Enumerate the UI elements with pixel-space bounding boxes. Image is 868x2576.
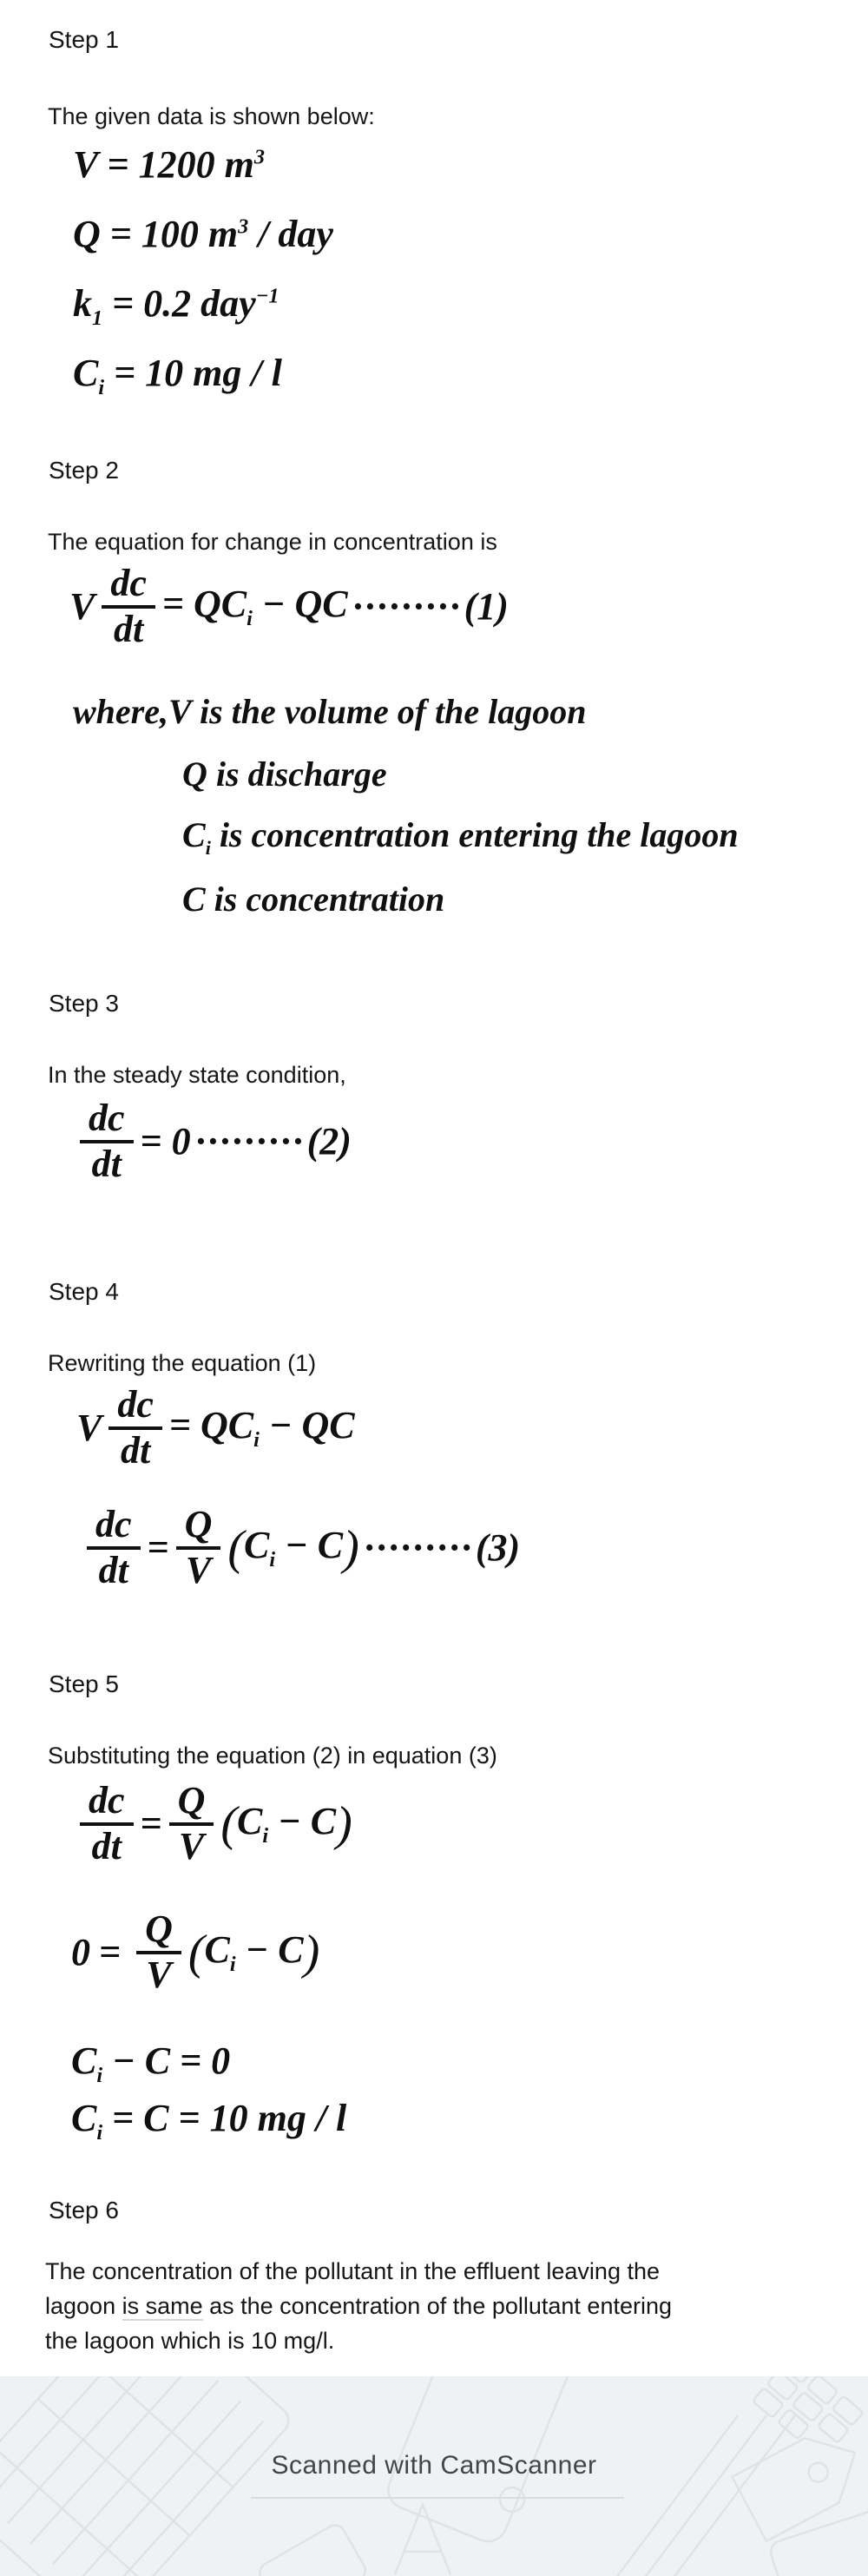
math-token: 0	[71, 1931, 90, 1974]
dotted-leader: ·········	[364, 1526, 474, 1570]
subscript: i	[253, 1428, 260, 1453]
math-token: m	[224, 143, 254, 186]
fraction-dc-dt	[80, 1779, 134, 1868]
math-token: / day	[248, 213, 333, 255]
fraction-numerator: dc	[80, 1782, 134, 1826]
step5-heading: Step 5	[49, 1670, 119, 1697]
equation-substitution-2	[71, 1907, 320, 1996]
math-token: = QC	[161, 583, 247, 626]
equals-sign: =	[99, 1931, 122, 1974]
subscript: i	[205, 837, 211, 859]
math-token: − C = 0	[102, 2039, 231, 2082]
fraction-q-v	[169, 1779, 214, 1868]
subscript: i	[96, 2063, 103, 2087]
fraction-dc-dt	[87, 1505, 141, 1591]
step1-intro: The given data is shown below:	[48, 103, 375, 129]
footer-divider	[251, 2497, 624, 2499]
paragraph-line: The concentration of the pollutant in the effluent leaving the	[45, 2258, 660, 2284]
open-paren: (	[227, 1520, 245, 1575]
fraction-denominator: dt	[98, 1548, 128, 1591]
paragraph-line: lagoon	[45, 2293, 122, 2319]
fraction-numerator: dc	[80, 1099, 134, 1143]
open-paren: (	[187, 1925, 205, 1980]
paragraph-line: the lagoon which is 10 mg/l.	[45, 2328, 335, 2354]
fraction-numerator: dc	[102, 564, 155, 609]
step6-heading: Step 6	[49, 2197, 119, 2224]
dotted-leader: ·········	[352, 585, 463, 629]
equation-1	[69, 564, 509, 649]
math-token: V	[69, 585, 95, 629]
math-token: V	[76, 1407, 102, 1450]
equation-2	[73, 1099, 352, 1184]
equation-substitution-1	[73, 1779, 352, 1868]
step3-heading: Step 3	[49, 990, 119, 1017]
superscript: 3	[253, 145, 265, 169]
step4-intro: Rewriting the equation (1)	[48, 1350, 317, 1376]
equation-result	[71, 2096, 346, 2145]
underlined-phrase: is same	[122, 2293, 203, 2319]
math-token: m	[207, 213, 239, 255]
close-paren: )	[343, 1520, 359, 1575]
step5-intro: Substituting the equation (2) in equation (3)	[48, 1743, 497, 1769]
subscript: i	[262, 1824, 269, 1848]
camscanner-label: Scanned with CamScanner	[271, 2451, 597, 2480]
where-clause-discharge: Q is discharge	[182, 754, 387, 794]
fraction-numerator: dc	[87, 1505, 141, 1550]
equation-number: (3)	[475, 1526, 521, 1570]
subscript: i	[269, 1548, 276, 1572]
math-token: mg / l	[193, 352, 282, 394]
math-token: = 0.2	[102, 282, 192, 325]
fraction-denominator: dt	[121, 1428, 151, 1472]
fraction-denominator: V	[178, 1824, 205, 1868]
step2-intro: The equation for change in concentration is	[48, 529, 497, 555]
equation-3	[80, 1505, 520, 1591]
math-token: = C = 10	[102, 2097, 248, 2139]
math-token: k	[73, 282, 92, 325]
subscript: i	[247, 607, 253, 631]
math-token: C	[73, 352, 99, 394]
math-token: is concentration entering the lagoon	[210, 815, 739, 854]
fraction-numerator: Q	[169, 1782, 214, 1826]
close-paren: )	[303, 1925, 320, 1980]
fraction-q-v	[136, 1907, 181, 1996]
close-paren: )	[336, 1796, 352, 1851]
math-token: = QC	[168, 1404, 254, 1447]
math-token: C	[244, 1524, 270, 1567]
equation-decay-rate	[73, 281, 279, 331]
conclusion-paragraph	[45, 2254, 840, 2358]
math-token: − C	[275, 1524, 344, 1567]
math-token: C	[71, 2039, 97, 2082]
math-token: day	[201, 282, 256, 325]
equals-sign: =	[140, 1802, 162, 1846]
where-clause-volume: where,V is the volume of the lagoon	[73, 692, 587, 731]
equation-1-rewritten	[76, 1383, 355, 1472]
math-token: C	[204, 1928, 230, 1972]
where-clause-concentration: C is concentration	[182, 880, 445, 919]
open-paren: (	[220, 1796, 238, 1851]
superscript: −1	[255, 284, 279, 308]
math-token: C	[71, 2097, 97, 2139]
math-token: − QC	[252, 583, 348, 626]
fraction-numerator: Q	[176, 1505, 221, 1550]
math-token: = 0	[140, 1120, 191, 1163]
math-token: − C	[235, 1928, 304, 1972]
equals-sign: =	[147, 1526, 169, 1570]
fraction-denominator: dt	[91, 1142, 122, 1185]
math-token: mg / l	[257, 2097, 347, 2139]
fraction-dc-dt	[108, 1383, 162, 1472]
step2-heading: Step 2	[49, 457, 119, 484]
equation-volume	[73, 142, 265, 187]
fraction-denominator: V	[146, 1953, 172, 1996]
math-token: C	[237, 1800, 263, 1843]
fraction-numerator: dc	[108, 1386, 162, 1430]
fraction-numerator: Q	[136, 1910, 181, 1954]
fraction-denominator: V	[185, 1548, 212, 1591]
fraction-q-v	[176, 1505, 221, 1591]
equation-ci-minus-c	[71, 2039, 230, 2088]
dotted-leader: ·········	[195, 1120, 306, 1163]
step1-heading: Step 1	[49, 26, 119, 53]
equation-discharge	[73, 212, 333, 256]
math-token: C	[182, 815, 206, 854]
fraction-dc-dt	[102, 564, 155, 649]
fraction-denominator: dt	[91, 1824, 122, 1868]
paragraph-line: as the concentration of the pollutant entering	[202, 2293, 672, 2319]
equation-number: (2)	[306, 1120, 352, 1163]
fraction-denominator: dt	[114, 607, 144, 650]
equation-inlet-concentration	[73, 351, 282, 400]
where-clause-inlet-concentration	[182, 814, 739, 860]
subscript: 1	[92, 306, 103, 330]
camscanner-footer	[0, 2376, 868, 2576]
superscript: 3	[238, 214, 249, 239]
math-token: = 10	[104, 352, 184, 394]
equation-number: (1)	[464, 585, 509, 629]
step3-intro: In the steady state condition,	[48, 1062, 346, 1088]
fraction-dc-dt	[80, 1099, 134, 1184]
subscript: i	[229, 1953, 236, 1977]
subscript: i	[98, 375, 105, 399]
math-token: V = 1200	[73, 143, 215, 186]
subscript: i	[96, 2120, 103, 2144]
step4-heading: Step 4	[49, 1278, 119, 1305]
math-token: − QC	[259, 1404, 355, 1447]
math-token: − C	[268, 1800, 337, 1843]
math-token: Q = 100	[73, 213, 199, 255]
